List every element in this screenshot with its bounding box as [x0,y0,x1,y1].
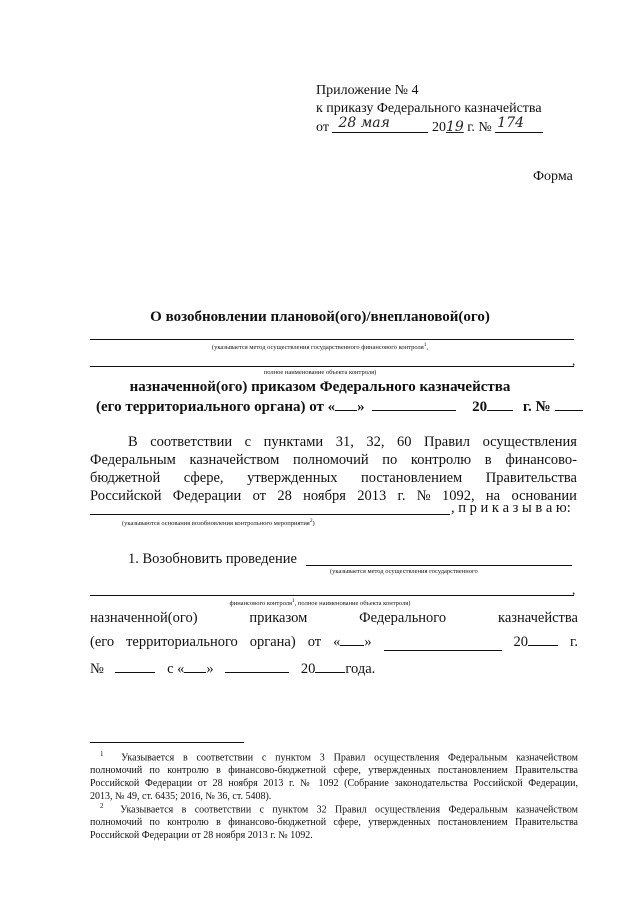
item1-object-line [90,595,574,596]
object-name-line [90,366,574,367]
basis-caption: (указываются основания возобновления контрольного мероприятия$^2$) [122,518,315,528]
appendix-number: Приложение № 4 [316,83,419,98]
footnote-separator [90,742,244,743]
object-name-comma: , [572,353,576,368]
title-line-3: (его территориального органа) от « » 20 г. № [96,399,583,416]
order-reference: к приказу Федерального казначейства [316,101,542,116]
document-title: О возобновлении плановой(ого)/внеплановой(ого) [150,309,490,325]
basis-line [90,514,450,515]
order-word: , п р и к а з ы в а ю: [451,500,571,516]
item1-object-caption: финансового контроля$^1$, полное наименование объекта контроля) [229,598,411,608]
footnote-1-line-3: Российской Федерации от 28 ноября 2013 г. № 1092 (Собрание законодательства Российской Федерации, [90,778,578,790]
title-line-2: назначенной(ого) приказом Федерального казначейства [129,379,511,395]
item1-row-3: № с « » 20 года. [90,661,376,677]
item1-lead: 1. Возобновить проведение [128,551,297,567]
item1-method-line [306,565,572,566]
footnote-1-line-4: 2013, № 49, ст. 6435; 2016, № 36, ст. 5408). [90,791,272,803]
order-date-handwritten: 28 мая [338,115,390,131]
footnote-1-line-2: полномочий по контролю в финансово-бюджетной сфере, утвержденных постановлением Правительства [90,765,578,777]
paragraph-line-2: Федеральным казначейством полномочий по контролю в финансово- [90,452,577,468]
footnote-1 [90,748,578,803]
order-date-from: от [316,120,329,135]
footnote-2 [90,800,578,842]
footnote-2-line-3: Российской Федерации от 28 ноября 2013 г. № 1092. [90,830,313,842]
item1-row-2: (его территориального органа) от « » 20 г. [90,634,578,650]
paragraph-line-1: В соответствии с пунктами 31, 32, 60 Правил осуществления [128,434,577,450]
control-method-line [90,339,574,340]
footnote-2-line-1: $^2$ Указывается в соответствии с пунктом 32 Правил осуществления Федеральным казначейством [100,802,578,816]
order-year-handwritten: 19 [445,119,464,135]
item1-method-caption: (указывается метод осуществления государственного [330,568,478,575]
item1-row-1: назначенной(ого) приказом Федерального казначейства [90,610,578,626]
order-number-label: г. № [463,120,492,135]
footnote-2-line-2: полномочий по контролю в финансово-бюджетной сфере, утвержденных постановлением Правительства [90,817,578,829]
form-label: Форма [533,169,573,184]
order-year-prefix: 20 [431,120,446,135]
order-number-field [495,115,543,133]
order-date-line [316,115,543,136]
control-method-caption: (указывается метод осуществления государственного финансового контроля$^1$, [211,342,429,352]
order-date-field [332,115,428,133]
item1-object-comma: , [572,582,576,597]
paragraph-line-4: Российской Федерации от 28 ноября 2013 г. № 1092, на основании [90,488,577,504]
object-name-caption: полное наименование объекта контроля) [263,369,377,376]
order-number-handwritten: 174 [497,115,525,131]
footnote-1-line-1: $^1$ Указывается в соответствии с пунктом 3 Правил осуществления Федеральным казначейством [100,750,578,764]
paragraph-line-3: бюджетной сфере, утвержденных постановлением Правительства [90,470,577,486]
